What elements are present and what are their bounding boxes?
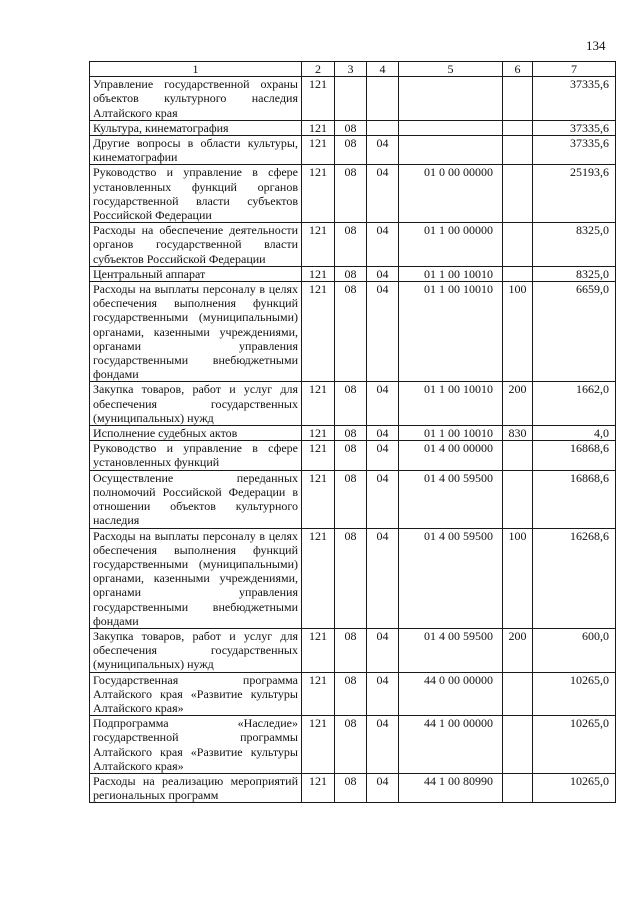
header-cell: 2 [302,62,335,77]
header-cell: 6 [503,62,533,77]
amount-cell: 10265,0 [533,716,616,774]
ministry-code-cell: 121 [302,266,335,281]
section-code-cell: 08 [335,716,367,774]
expense-type-cell: 100 [503,282,533,382]
section-code-cell: 08 [335,382,367,426]
expense-type-cell: 830 [503,426,533,441]
section-code-cell: 08 [335,672,367,716]
section-code-cell: 08 [335,528,367,628]
subsection-code-cell: 04 [367,282,399,382]
target-article-cell: 01 4 00 59500 [399,628,503,672]
expense-type-cell [503,136,533,165]
header-cell: 3 [335,62,367,77]
table-row [90,716,616,774]
expense-type-cell [503,77,533,121]
table-row [90,77,616,121]
expense-type-cell [503,672,533,716]
row-name-cell: Центральный аппарат [90,266,302,281]
subsection-code-cell: 04 [367,382,399,426]
budget-table [89,61,616,803]
subsection-code-cell: 04 [367,528,399,628]
amount-cell: 10265,0 [533,773,616,802]
ministry-code-cell: 121 [302,136,335,165]
row-name-cell: Закупка товаров, работ и услуг для обеспечения государственных (муниципальных) нужд [90,382,302,426]
subsection-code-cell: 04 [367,136,399,165]
subsection-code-cell [367,120,399,135]
subsection-code-cell: 04 [367,441,399,470]
section-code-cell: 08 [335,773,367,802]
amount-cell: 37335,6 [533,77,616,121]
row-name-cell: Культура, кинематография [90,120,302,135]
row-name-cell: Осуществление переданных полномочий Российской Федерации в отношении объектов культурного наследия [90,470,302,528]
row-name-cell: Расходы на обеспечение деятельности органов государственной власти субъектов Российской Федерации [90,223,302,267]
target-article-cell: 01 4 00 59500 [399,528,503,628]
expense-type-cell [503,470,533,528]
subsection-code-cell: 04 [367,426,399,441]
ministry-code-cell: 121 [302,773,335,802]
row-name-cell: Руководство и управление в сфере установленных функций [90,441,302,470]
target-article-cell [399,120,503,135]
amount-cell: 16868,6 [533,470,616,528]
amount-cell: 8325,0 [533,266,616,281]
ministry-code-cell: 121 [302,441,335,470]
amount-cell: 10265,0 [533,672,616,716]
header-cell: 4 [367,62,399,77]
expense-type-cell [503,120,533,135]
subsection-code-cell: 04 [367,470,399,528]
table-row [90,120,616,135]
row-name-cell: Расходы на реализацию мероприятий региональных программ [90,773,302,802]
ministry-code-cell: 121 [302,672,335,716]
amount-cell: 600,0 [533,628,616,672]
row-name-cell: Управление государственной охраны объектов культурного наследия Алтайского края [90,77,302,121]
ministry-code-cell: 121 [302,528,335,628]
subsection-code-cell: 04 [367,628,399,672]
amount-cell: 16268,6 [533,528,616,628]
page-number: 134 [586,38,606,53]
target-article-cell: 01 1 00 10010 [399,382,503,426]
target-article-cell: 01 1 00 00000 [399,223,503,267]
ministry-code-cell: 121 [302,628,335,672]
expense-type-cell [503,716,533,774]
subsection-code-cell [367,77,399,121]
row-name-cell: Подпрограмма «Наследие» государственной программы Алтайского края «Развитие культуры Алтайского края» [90,716,302,774]
header-cell: 7 [533,62,616,77]
row-name-cell: Другие вопросы в области культуры, кинематографии [90,136,302,165]
row-name-cell: Государственная программа Алтайского края «Развитие культуры Алтайского края» [90,672,302,716]
target-article-cell: 01 1 00 10010 [399,282,503,382]
section-code-cell: 08 [335,470,367,528]
expense-type-cell [503,266,533,281]
section-code-cell: 08 [335,223,367,267]
table-row [90,223,616,267]
section-code-cell: 08 [335,628,367,672]
amount-cell: 37335,6 [533,120,616,135]
expense-type-cell: 200 [503,628,533,672]
ministry-code-cell: 121 [302,120,335,135]
target-article-cell: 01 1 00 10010 [399,266,503,281]
table-body [90,62,616,803]
table-row [90,470,616,528]
table-row [90,672,616,716]
subsection-code-cell: 04 [367,266,399,281]
ministry-code-cell: 121 [302,426,335,441]
header-cell: 1 [90,62,302,77]
target-article-cell: 01 4 00 59500 [399,470,503,528]
expense-type-cell [503,773,533,802]
ministry-code-cell: 121 [302,470,335,528]
subsection-code-cell: 04 [367,223,399,267]
subsection-code-cell: 04 [367,716,399,774]
expense-type-cell [503,441,533,470]
ministry-code-cell: 121 [302,282,335,382]
target-article-cell [399,136,503,165]
target-article-cell: 01 1 00 10010 [399,426,503,441]
ministry-code-cell: 121 [302,716,335,774]
amount-cell: 6659,0 [533,282,616,382]
subsection-code-cell: 04 [367,165,399,223]
table-row [90,282,616,382]
header-row [90,62,616,77]
expense-type-cell [503,165,533,223]
section-code-cell [335,77,367,121]
amount-cell: 8325,0 [533,223,616,267]
section-code-cell: 08 [335,282,367,382]
section-code-cell: 08 [335,426,367,441]
amount-cell: 16868,6 [533,441,616,470]
table-row [90,773,616,802]
expense-type-cell: 200 [503,382,533,426]
section-code-cell: 08 [335,165,367,223]
expense-type-cell [503,223,533,267]
amount-cell: 4,0 [533,426,616,441]
table-row [90,136,616,165]
section-code-cell: 08 [335,266,367,281]
amount-cell: 25193,6 [533,165,616,223]
ministry-code-cell: 121 [302,165,335,223]
ministry-code-cell: 121 [302,77,335,121]
amount-cell: 1662,0 [533,382,616,426]
target-article-cell: 01 0 00 00000 [399,165,503,223]
table-row [90,628,616,672]
expense-type-cell: 100 [503,528,533,628]
target-article-cell: 01 4 00 00000 [399,441,503,470]
row-name-cell: Руководство и управление в сфере установленных функций органов государственной власти субъектов Российской Федерации [90,165,302,223]
target-article-cell: 44 1 00 00000 [399,716,503,774]
table-row [90,266,616,281]
table-row [90,441,616,470]
header-cell: 5 [399,62,503,77]
amount-cell: 37335,6 [533,136,616,165]
row-name-cell: Исполнение судебных актов [90,426,302,441]
section-code-cell: 08 [335,136,367,165]
subsection-code-cell: 04 [367,773,399,802]
row-name-cell: Расходы на выплаты персоналу в целях обеспечения выполнения функций государственными (муниципальными) органами, казенными учреждениями, органами управления государственными внебюджетными фондами [90,282,302,382]
table-row [90,426,616,441]
row-name-cell: Расходы на выплаты персоналу в целях обеспечения выполнения функций государственными (муниципальными) органами, казенными учреждениями, органами управления государственными внебюджетными фондами [90,528,302,628]
subsection-code-cell: 04 [367,672,399,716]
table-row [90,165,616,223]
ministry-code-cell: 121 [302,382,335,426]
ministry-code-cell: 121 [302,223,335,267]
target-article-cell: 44 0 00 00000 [399,672,503,716]
table-row [90,382,616,426]
target-article-cell [399,77,503,121]
section-code-cell: 08 [335,120,367,135]
table-row [90,528,616,628]
section-code-cell: 08 [335,441,367,470]
target-article-cell: 44 1 00 80990 [399,773,503,802]
row-name-cell: Закупка товаров, работ и услуг для обеспечения государственных (муниципальных) нужд [90,628,302,672]
